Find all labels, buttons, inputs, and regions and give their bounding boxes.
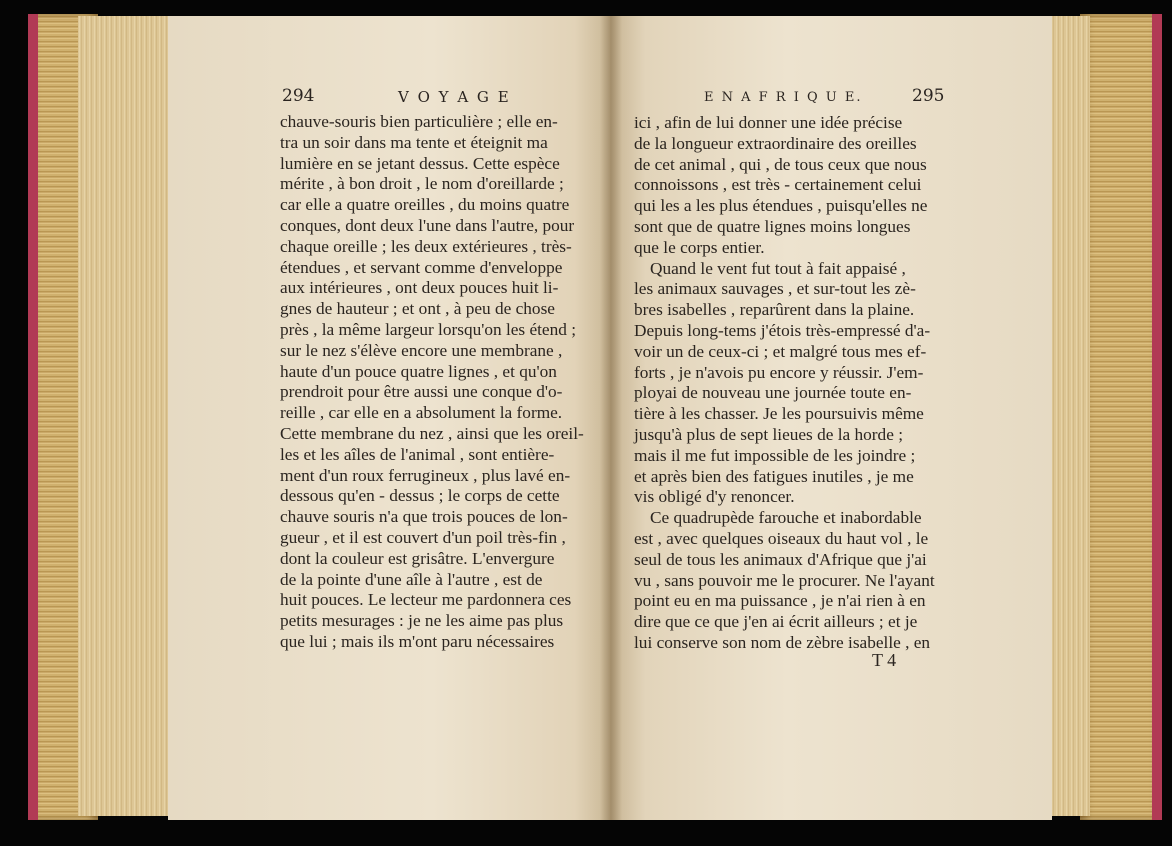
right-page-number: 295 <box>912 86 945 106</box>
text-line: de cet animal , qui , de tous ceux que nous <box>634 154 927 174</box>
text-line: mais il me fut impossible de les joindre ; <box>634 445 916 465</box>
text-line: et après bien des fatigues inutiles , je me <box>634 466 914 486</box>
text-line: qui les a les plus étendues , puisqu'elles ne <box>634 196 928 216</box>
text-line: lumière en se jetant dessus. Cette espèce <box>280 153 560 173</box>
text-line: Ce quadrupède farouche et inabordable <box>650 508 922 528</box>
text-line: Depuis long-tems j'étois très-empressé d'a- <box>634 320 931 340</box>
text-line: de la pointe d'une aîle à l'autre , est de <box>280 569 543 589</box>
left-page-body <box>280 112 584 653</box>
right-page-edges <box>1050 16 1090 816</box>
text-line: de la longueur extraordinaire des oreilles <box>634 133 917 153</box>
text-line: haute d'un pouce quatre lignes , et qu'on <box>280 361 557 381</box>
text-line: dire que ce que j'en ai écrit ailleurs ; et je <box>634 612 918 632</box>
text-line: lui conserve son nom de zèbre isabelle , en <box>634 632 931 652</box>
text-line: prendroit pour être aussi une conque d'o- <box>280 382 563 402</box>
text-line: seul de tous les animaux d'Afrique que j'ai <box>634 549 927 569</box>
book-gutter <box>600 16 622 820</box>
right-page-body <box>634 113 935 654</box>
text-line: chauve-souris bien particulière ; elle en- <box>280 112 558 131</box>
text-line: Quand le vent fut tout à fait appaisé , <box>650 258 906 278</box>
text-line: Cette membrane du nez , ainsi que les oreil- <box>280 423 584 443</box>
left-page-edges <box>78 16 170 816</box>
text-line: les animaux sauvages , et sur-tout les zè- <box>634 279 916 299</box>
text-line: point eu en ma puissance , je n'ai rien à en <box>634 591 926 611</box>
text-line: sont que de quatre lignes moins longues <box>634 216 911 236</box>
text-line: est , avec quelques oiseaux du haut vol , le <box>634 528 929 548</box>
text-line: ici , afin de lui donner une idée précise <box>634 113 903 132</box>
text-line: voir un de ceux-ci ; et malgré tous mes ef- <box>634 341 927 361</box>
text-line: dessous qu'en - dessus ; le corps de cette <box>280 486 560 506</box>
text-line: forts , je n'avois pu encore y réussir. J'em- <box>634 362 924 382</box>
signature-mark: T 4 <box>872 650 897 670</box>
text-line: ployai de nouveau une journée toute en- <box>634 383 912 403</box>
text-line: aux intérieures , ont deux pouces huit li- <box>280 278 559 298</box>
text-line: huit pouces. Le lecteur me pardonnera ces <box>280 590 572 610</box>
text-line: gueur , et il est couvert d'un poil très-fin , <box>280 527 566 547</box>
text-line: chauve souris n'a que trois pouces de lon- <box>280 507 568 527</box>
text-line: tra un soir dans ma tente et éteignit ma <box>280 132 548 152</box>
text-line: près , la même largeur lorsqu'on les étend ; <box>280 319 577 339</box>
text-line: petits mesurages : je ne les aime pas plus <box>280 611 564 631</box>
text-line: dont la couleur est grisâtre. L'envergure <box>280 548 555 568</box>
text-line: reille , car elle en a absolument la forme. <box>280 403 563 423</box>
text-line: vu , sans pouvoir me le procurer. Ne l'ayant <box>634 570 935 590</box>
text-line: gnes de hauteur ; et ont , à peu de chose <box>280 299 555 319</box>
text-line: mérite , à bon droit , le nom d'oreillarde ; <box>280 174 564 194</box>
text-line: conques, dont deux l'une dans l'autre, pour <box>280 215 575 235</box>
text-line: que lui ; mais ils m'ont paru nécessaires <box>280 631 555 651</box>
right-running-head: E N A F R I Q U E. <box>704 90 863 105</box>
text-line: étendues , et servant comme d'enveloppe <box>280 257 563 277</box>
text-line: ment d'un roux ferrugineux , plus lavé en- <box>280 465 571 485</box>
text-line: connoissons , est très - certainement celui <box>634 175 922 195</box>
text-line: que le corps entier. <box>634 237 765 257</box>
text-line: vis obligé d'y renoncer. <box>634 487 795 507</box>
right-cover-edge <box>1080 14 1162 820</box>
left-running-head: V O Y A G E <box>398 88 511 106</box>
text-line: sur le nez s'élève encore une membrane , <box>280 340 563 360</box>
text-line: jusqu'à plus de sept lieues de la horde ; <box>634 424 903 444</box>
text-line: car elle a quatre oreilles , du moins quatre <box>280 195 570 215</box>
text-line: tière à les chasser. Je les poursuivis même <box>634 404 924 424</box>
text-line: bres isabelles , reparûrent dans la plaine. <box>634 300 915 320</box>
text-line: les et les aîles de l'animal , sont entière- <box>280 444 555 464</box>
text-line: chaque oreille ; les deux extérieures , très- <box>280 236 572 256</box>
left-page-number: 294 <box>282 86 315 106</box>
